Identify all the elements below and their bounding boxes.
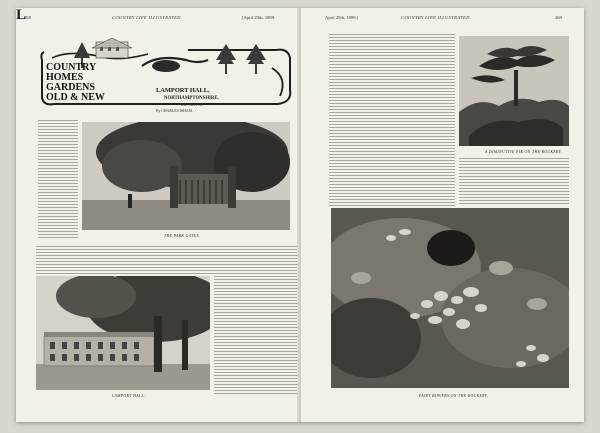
text-column-2 [36,246,298,268]
fairy-bowers-photo [331,208,569,388]
caption-park-gates: THE PARK GATES. [164,234,201,238]
left-page [16,8,299,422]
park-gates-photo [82,122,290,230]
article-subtitle: THE SEAT OF [180,103,204,107]
magazine-spread [16,8,584,422]
text-column-4 [214,276,298,396]
lamport-hall-photo [36,276,210,390]
right-page [301,8,584,422]
banner-old-new: OLD & NEW [46,92,105,103]
text-column-3 [36,270,298,274]
article-title: LAMPORT HALL, [156,87,210,94]
text-column-5 [329,34,455,206]
banner-gardens: GARDENS [46,82,95,93]
right-running-head: COUNTRY LIFE ILLUSTRATED. [401,15,472,20]
left-page-date: [April 29th, 1899. [242,15,276,20]
left-running-head: COUNTRY LIFE ILLUSTRATED. [112,15,183,20]
banner-homes: HOMES [46,72,84,83]
banner-country: COUNTRY [46,62,97,73]
right-page-number: 269 [555,15,562,20]
text-column-6 [459,158,569,204]
text-column-1 [38,120,78,240]
article-author: By CHARLES ISHAM. [156,109,193,113]
left-page-number: 268 [24,15,31,20]
caption-lamport-hall: LAMPORT HALL. [112,394,146,398]
caption-diminutive-fir: A DIMINUTIVE FIR ON THE ROCKERY. [485,150,563,154]
diminutive-fir-photo [459,36,569,146]
caption-fairy-bowers: FAIRY BOWERS ON THE ROCKERY. [419,394,489,398]
article-location: NORTHAMPTONSHIRE. [164,96,219,101]
drop-cap: L [16,7,27,23]
right-page-date: April 29th, 1899.] [325,15,359,20]
